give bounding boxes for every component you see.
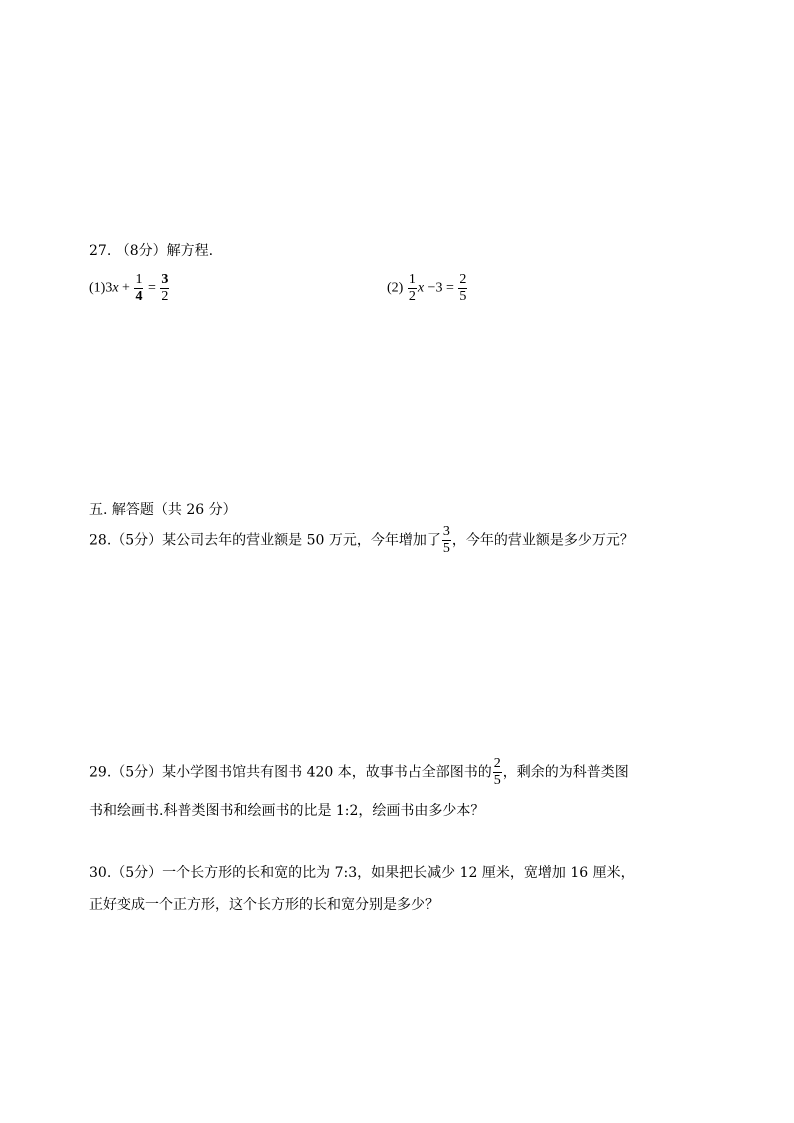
eq1-frac2-num: 3: [161, 272, 169, 287]
eq2-frac1-num: 1: [408, 272, 416, 287]
eq1-frac1-den: 4: [135, 289, 143, 304]
eq2-fraction-2: [458, 272, 467, 305]
eq1-label: (1): [89, 280, 106, 296]
section5-heading: 五. 解答题（共 26 分）: [89, 502, 237, 518]
q29-frac-den: 5: [493, 773, 501, 788]
eq1-coef: 3: [105, 280, 113, 296]
q29-text-after: ，剩余的为科普类图: [502, 764, 629, 781]
eq2-frac2-num: 2: [459, 272, 467, 287]
q27-equation-1: [89, 272, 170, 305]
q30-line-1: 30.（5分）一个长方形的长和宽的比为 7:3，如果把长减少 12 厘米，宽增加 16 厘米，: [89, 865, 635, 881]
eq2-frac2-den: 5: [459, 289, 467, 304]
q27-heading: 27. （8分）解方程.: [89, 243, 214, 259]
eq2-fraction-1: [408, 272, 417, 305]
q28-text-after: ，今年的营业额是多少万元？: [451, 532, 634, 549]
q27-equation-2: [387, 272, 468, 305]
eq2-frac1-den: 2: [408, 289, 416, 304]
q28-fraction: [442, 524, 451, 557]
q29-line-2: 书和绘画书.科普类图书和绘画书的比是 1:2，绘画书由多少本？: [89, 803, 485, 819]
eq2-label: (2): [387, 280, 404, 296]
eq1-fraction-2: [160, 272, 169, 305]
q28-frac-num: 3: [442, 524, 450, 539]
q29-text-before: 29.（5分）某小学图书馆共有图书 420 本，故事书占全部图书的: [89, 764, 492, 781]
q28-frac-den: 5: [442, 541, 450, 556]
eq1-plus: +: [122, 280, 130, 296]
eq1-frac2-den: 2: [161, 289, 169, 304]
eq2-equals: =: [445, 280, 454, 296]
q29-fraction: [493, 756, 502, 789]
q29-line-1: [89, 756, 629, 789]
q30-line-2: 正好变成一个正方形，这个长方形的长和宽分别是多少？: [89, 897, 439, 913]
eq1-equals: =: [147, 280, 156, 296]
eq1-var: x: [112, 280, 119, 296]
q28-text-before: 28.（5分）某公司去年的营业额是 50 万元，今年增加了: [89, 532, 441, 549]
q29-frac-num: 2: [493, 756, 501, 771]
eq2-minus: −3: [427, 280, 443, 296]
eq1-frac1-num: 1: [135, 272, 143, 287]
eq2-var: x: [417, 280, 425, 296]
q28-text: [89, 524, 634, 557]
eq1-fraction-1: [134, 272, 143, 305]
